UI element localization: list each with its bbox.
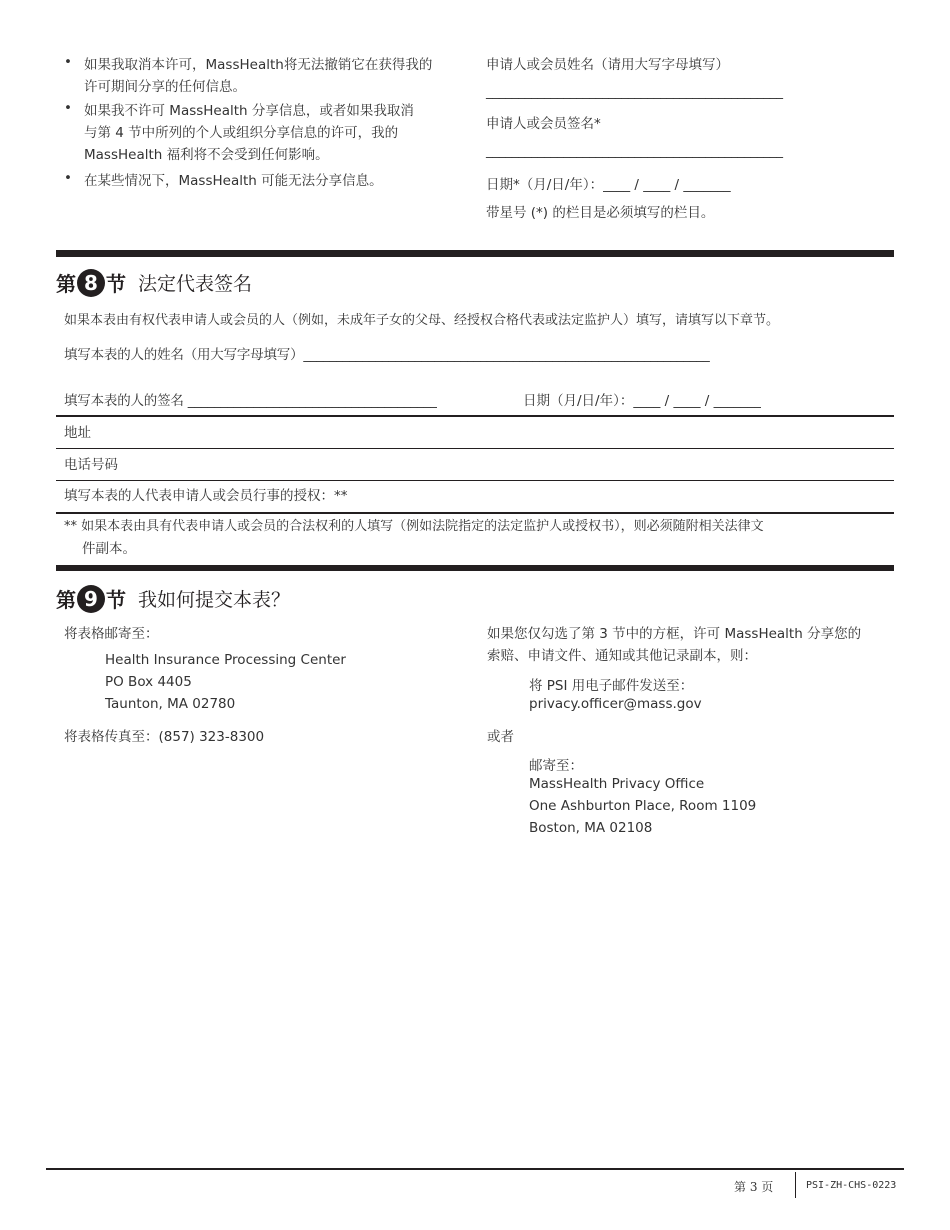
bullet-text: 在某些情况下，MassHealth 可能无法分享信息。 <box>84 173 383 189</box>
mail2-address-line: One Ashburton Place, Room 1109 <box>529 798 757 814</box>
applicant-signature-label: 申请人或会员签名* <box>486 116 601 132</box>
email-address[interactable]: privacy.officer@mass.gov <box>529 696 702 712</box>
section-prefix: 第 <box>56 588 76 612</box>
authority-field[interactable]: 填写本表的人代表申请人或会员行事的授权：** <box>64 488 348 504</box>
section-suffix: 节 <box>106 588 126 612</box>
bullet-dot: • <box>64 54 72 70</box>
divider <box>56 512 894 514</box>
page-number: 第 3 页 <box>734 1180 774 1194</box>
section-number: 9 <box>77 585 105 613</box>
right-intro: 索赔、申请文件、通知或其他记录副本，则： <box>487 648 757 664</box>
address-field[interactable]: 地址 <box>64 425 91 441</box>
divider <box>56 480 894 481</box>
mail-address-line: PO Box 4405 <box>105 674 192 690</box>
applicant-name-field[interactable]: ______________________________________________ <box>486 84 783 100</box>
fax-info: 将表格传真至：(857) 323-8300 <box>64 729 265 745</box>
or-label: 或者 <box>487 729 514 745</box>
phone-field[interactable]: 电话号码 <box>64 457 118 473</box>
section-divider <box>56 565 894 571</box>
section-title: 我如何提交本表？ <box>138 589 291 611</box>
footnote: ** 如果本表由具有代表申请人或会员的合法权利的人填写（例如法院指定的法定监护人或授权书），则必须随附相关法律文 <box>64 519 764 534</box>
right-intro: 如果您仅勾选了第 3 节中的方框，许可 MassHealth 分享您的 <box>487 626 862 642</box>
section-suffix: 节 <box>106 272 126 296</box>
applicant-name-label: 申请人或会员姓名（请用大写字母填写） <box>486 57 729 73</box>
mail-address-line: Health Insurance Processing Center <box>105 652 346 668</box>
representative-date-field[interactable]: 日期（月/日/年）：____ / ____ / _______ <box>523 393 761 409</box>
footnote: 件副本。 <box>82 541 136 557</box>
applicant-date-field[interactable]: 日期*（月/日/年）：____ / ____ / _______ <box>486 177 731 193</box>
representative-signature-field[interactable]: 填写本表的人的签名 ______________________________________ <box>64 393 437 409</box>
mail-address-line: Taunton, MA 02780 <box>105 696 236 712</box>
divider <box>56 415 894 417</box>
required-note: 带星号 (*) 的栏目是必须填写的栏目。 <box>486 205 715 221</box>
section-9-heading <box>56 584 290 613</box>
footer-rule <box>46 1168 904 1170</box>
section-title: 法定代表签名 <box>138 273 253 295</box>
divider <box>56 448 894 449</box>
mail-label: 将表格邮寄至： <box>64 626 159 642</box>
mail2-label: 邮寄至： <box>529 758 583 774</box>
bullet-dot: • <box>64 100 72 116</box>
mail2-address-line: MassHealth Privacy Office <box>529 776 705 792</box>
bullet-text: 与第 4 节中所列的个人或组织分享信息的许可，我的 <box>84 125 399 141</box>
section-prefix: 第 <box>56 272 76 296</box>
section-8-intro: 如果本表由有权代表申请人或会员的人（例如，未成年子女的父母、经授权合格代表或法定监护人）填写，请填写以下章节。 <box>64 313 780 328</box>
section-number: 8 <box>77 269 105 297</box>
bullet-text: 如果我取消本许可，MassHealth将无法撤销它在获得我的 <box>84 57 433 73</box>
section-8-heading <box>56 268 252 297</box>
mail2-address-line: Boston, MA 02108 <box>529 820 653 836</box>
email-label: 将 PSI 用电子邮件发送至： <box>529 678 694 694</box>
footer-divider <box>795 1172 796 1198</box>
bullet-dot: • <box>64 170 72 186</box>
bullet-text: 许可期间分享的任何信息。 <box>84 79 246 95</box>
form-code: PSI-ZH-CHS-0223 <box>806 1180 897 1191</box>
bullet-text: 如果我不许可 MassHealth 分享信息，或者如果我取消 <box>84 103 414 119</box>
bullet-text: MassHealth 福利将不会受到任何影响。 <box>84 147 329 163</box>
applicant-signature-field[interactable]: ______________________________________________ <box>486 143 783 159</box>
section-divider <box>56 250 894 257</box>
representative-name-field[interactable]: 填写本表的人的姓名（用大写字母填写）______________________________________________________________ <box>64 347 710 363</box>
